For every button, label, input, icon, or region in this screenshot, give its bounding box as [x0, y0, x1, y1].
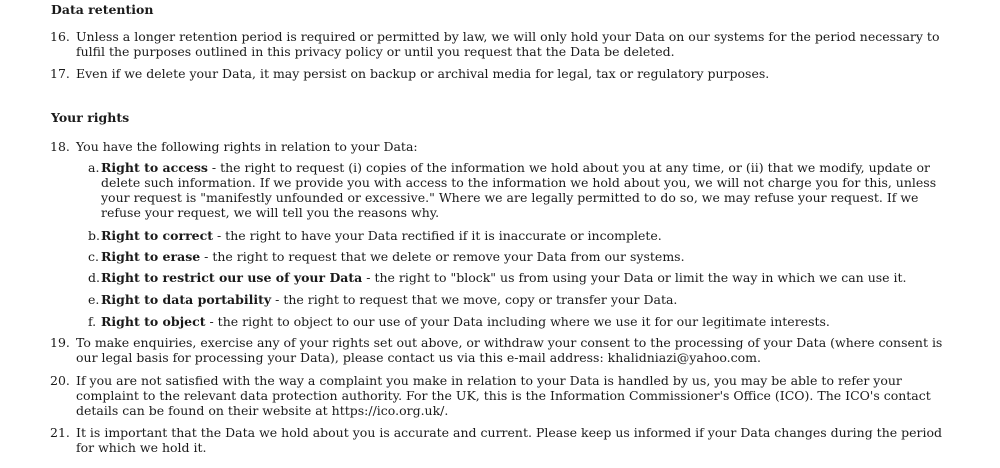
item-number: 19.: [50, 335, 70, 350]
list-item-20: [50, 373, 952, 418]
right-item-e: [88, 292, 948, 307]
item-text: To make enquiries, exercise any of your rights set out above, or withdraw your consent to the processing of your Data (where consent is our legal basis for processing your Data), please contact us via this e-mail address: khalidniazi@yahoo.com.: [76, 335, 943, 365]
item-number: 17.: [50, 66, 70, 81]
list-item-21: [50, 425, 952, 455]
right-description: - the right to request that we move, copy or transfer your Data.: [271, 292, 678, 307]
right-title: Right to access: [101, 160, 208, 175]
right-letter: f.: [88, 314, 97, 329]
right-title: Right to restrict our use of your Data: [101, 270, 363, 285]
list-item-16: [50, 29, 952, 59]
list-item-17: [50, 66, 952, 81]
item-number: 20.: [50, 373, 70, 388]
right-description: - the right to request that we delete or remove your Data from our systems.: [200, 249, 685, 264]
right-letter: e.: [88, 292, 100, 307]
item-text: Even if we delete your Data, it may persist on backup or archival media for legal, tax or regulatory purposes.: [76, 66, 770, 81]
right-title: Right to object: [101, 314, 206, 329]
item-number: 16.: [50, 29, 70, 44]
list-item-18: [50, 139, 952, 154]
right-title: Right to erase: [101, 249, 201, 264]
item-text: If you are not satisfied with the way a complaint you make in relation to your Data is handled by us, you may be able to refer your complaint to the relevant data protection authority. For the UK, this is the Information Commissioner's Office (ICO). The ICO's contact details can be found on their website at https://ico.org.uk/.: [76, 373, 931, 418]
your-rights-heading: Your rights: [51, 110, 130, 125]
right-item-d: [88, 270, 948, 285]
right-description: - the right to request (i) copies of the information we hold about you at any time, or (ii) that we modify, update or delete such information. If we provide you with access to the information we hold about you, we will not charge you for this, unless your request is "manifestly unfounded or excessive." Where we are legally permitted to do so, we may refuse your request. If we refuse your request, we will tell you the reasons why.: [101, 160, 937, 220]
right-item-a: [88, 160, 948, 220]
item-number: 21.: [50, 425, 70, 440]
item-text: You have the following rights in relation to your Data:: [76, 139, 418, 154]
right-title: Right to correct: [101, 228, 214, 243]
right-letter: d.: [88, 270, 100, 285]
right-item-c: [88, 249, 948, 264]
right-letter: b.: [88, 228, 100, 243]
right-item-f: [88, 314, 948, 329]
list-item-19: [50, 335, 952, 365]
right-description: - the right to have your Data rectified if it is inaccurate or incomplete.: [213, 228, 662, 243]
right-description: - the right to object to our use of your Data including where we use it for our legitimate interests.: [205, 314, 830, 329]
right-title: Right to data portability: [101, 292, 272, 307]
item-text: Unless a longer retention period is required or permitted by law, we will only hold your Data on our systems for the period necessary to fulfil the purposes outlined in this privacy policy or until you request that the Data be deleted.: [76, 29, 940, 59]
right-letter: c.: [88, 249, 99, 264]
item-text: It is important that the Data we hold about you is accurate and current. Please keep us informed if your Data changes during the period for which we hold it.: [76, 425, 943, 455]
right-description: - the right to "block" us from using your Data or limit the way in which we can use it.: [362, 270, 907, 285]
item-number: 18.: [50, 139, 70, 154]
data-retention-heading: Data retention: [51, 2, 154, 17]
right-letter: a.: [88, 160, 100, 175]
right-item-b: [88, 228, 948, 243]
